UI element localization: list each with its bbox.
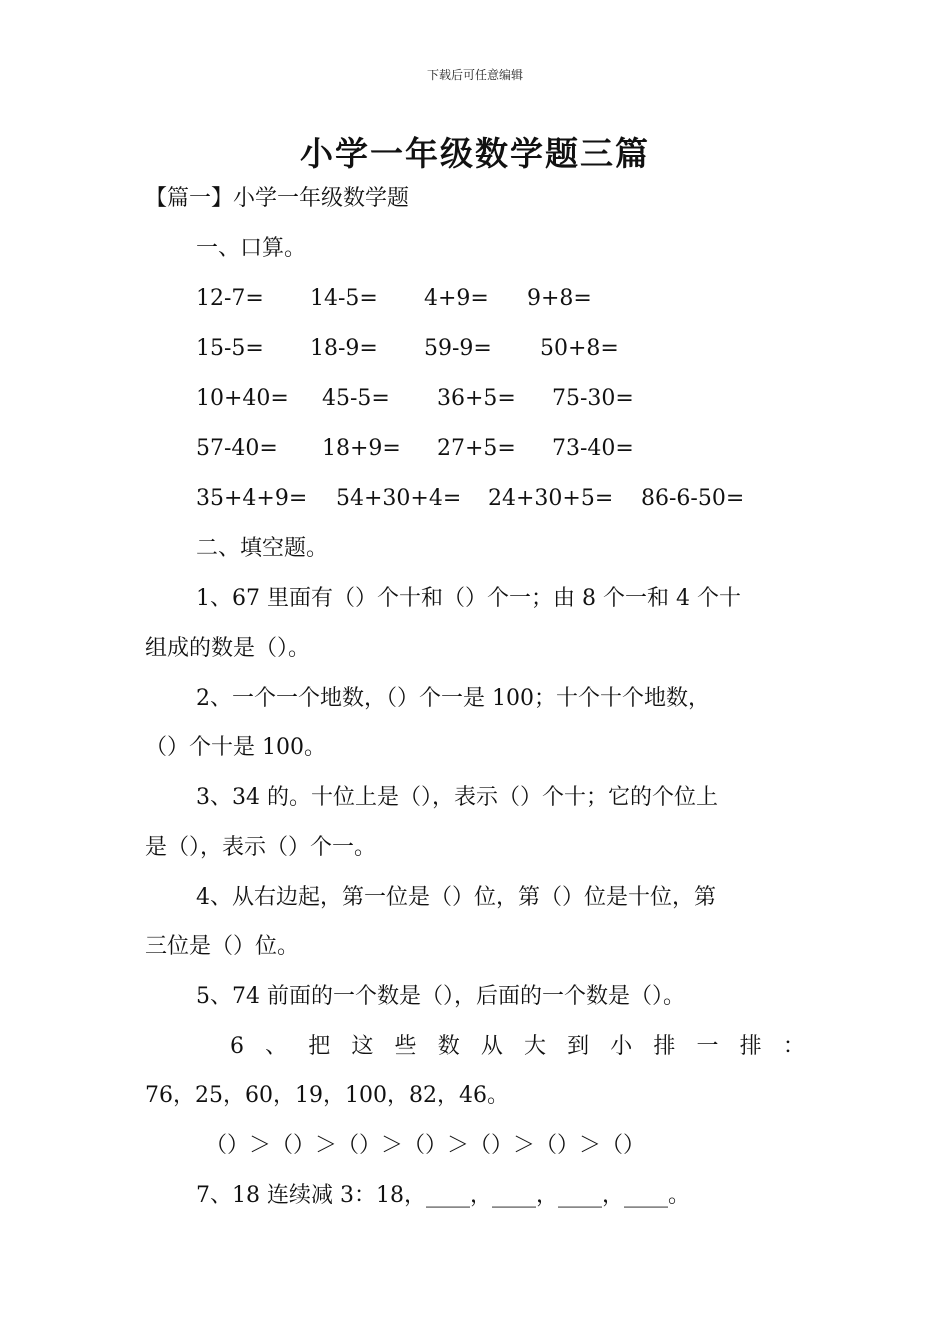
section-heading: 【篇一】小学一年级数学题 bbox=[145, 186, 410, 211]
arithmetic-item: 18-9= bbox=[310, 336, 378, 361]
arithmetic-item: 35+4+9= bbox=[196, 486, 308, 511]
arithmetic-item: 73-40= bbox=[552, 436, 634, 461]
q6-char: 排 bbox=[653, 1034, 676, 1059]
q6-char: 大 bbox=[523, 1034, 546, 1059]
q6-char: 一 bbox=[696, 1034, 719, 1059]
q6-char: 些 bbox=[394, 1034, 417, 1059]
question-7: 7、18 连续减 3：18，____，____，____，____。 bbox=[196, 1183, 690, 1208]
question-5: 5、74 前面的一个数是（），后面的一个数是（）。 bbox=[196, 984, 685, 1009]
q6-char: ： bbox=[782, 1034, 805, 1059]
arithmetic-item: 86-6-50= bbox=[641, 486, 745, 511]
question-2-line-1: 2、一个一个地数，（）个一是 100；十个十个地数， bbox=[196, 686, 710, 711]
arithmetic-item: 12-7= bbox=[196, 286, 264, 311]
arithmetic-item: 15-5= bbox=[196, 336, 264, 361]
arithmetic-item: 45-5= bbox=[322, 386, 390, 411]
arithmetic-item: 54+30+4= bbox=[336, 486, 462, 511]
arithmetic-item: 50+8= bbox=[540, 336, 619, 361]
arithmetic-item: 59-9= bbox=[424, 336, 492, 361]
arithmetic-item: 75-30= bbox=[552, 386, 634, 411]
question-1-line-1: 1、67 里面有（）个十和（）个一；由 8 个一和 4 个十 bbox=[196, 586, 741, 611]
arithmetic-item: 24+30+5= bbox=[488, 486, 614, 511]
arithmetic-item: 27+5= bbox=[437, 436, 516, 461]
question-1-line-2: 组成的数是（）。 bbox=[145, 636, 311, 661]
question-4-line-2: 三位是（）位。 bbox=[145, 934, 300, 959]
q6-char: 从 bbox=[480, 1034, 503, 1059]
q6-char: 这 bbox=[351, 1034, 374, 1059]
arithmetic-item: 9+8= bbox=[527, 286, 592, 311]
q6-char: 把 bbox=[308, 1034, 331, 1059]
question-3-line-1: 3、34 的。十位上是（），表示（）个十；它的个位上 bbox=[196, 785, 718, 810]
arithmetic-item: 10+40= bbox=[196, 386, 289, 411]
question-2-line-2: （）个十是 100。 bbox=[145, 735, 326, 760]
page-header: 下载后可任意编辑 bbox=[426, 68, 523, 82]
arithmetic-item: 18+9= bbox=[322, 436, 401, 461]
arithmetic-item: 57-40= bbox=[196, 436, 278, 461]
part1-heading: 一、口算。 bbox=[196, 236, 307, 261]
question-6-line-2: 76，25，60，19，100，82，46。 bbox=[145, 1083, 509, 1108]
q6-char: 到 bbox=[567, 1034, 590, 1059]
q6-char: 6 bbox=[230, 1034, 244, 1059]
arithmetic-item: 14-5= bbox=[310, 286, 378, 311]
document-title: 小学一年级数学题三篇 bbox=[300, 134, 650, 173]
question-6-line-1 bbox=[230, 1032, 805, 1062]
q6-char: 排 bbox=[739, 1034, 762, 1059]
q6-char: 数 bbox=[437, 1034, 460, 1059]
part2-heading: 二、填空题。 bbox=[196, 536, 329, 561]
question-6-blanks: （）＞（）＞（）＞（）＞（）＞（）＞（） bbox=[205, 1133, 646, 1158]
q6-char: 小 bbox=[610, 1034, 633, 1059]
question-4-line-1: 4、从右边起，第一位是（）位，第（）位是十位，第 bbox=[196, 885, 716, 910]
q6-char: 、 bbox=[265, 1034, 288, 1059]
arithmetic-item: 36+5= bbox=[437, 386, 516, 411]
arithmetic-item: 4+9= bbox=[424, 286, 489, 311]
question-3-line-2: 是（），表示（）个一。 bbox=[145, 835, 377, 860]
